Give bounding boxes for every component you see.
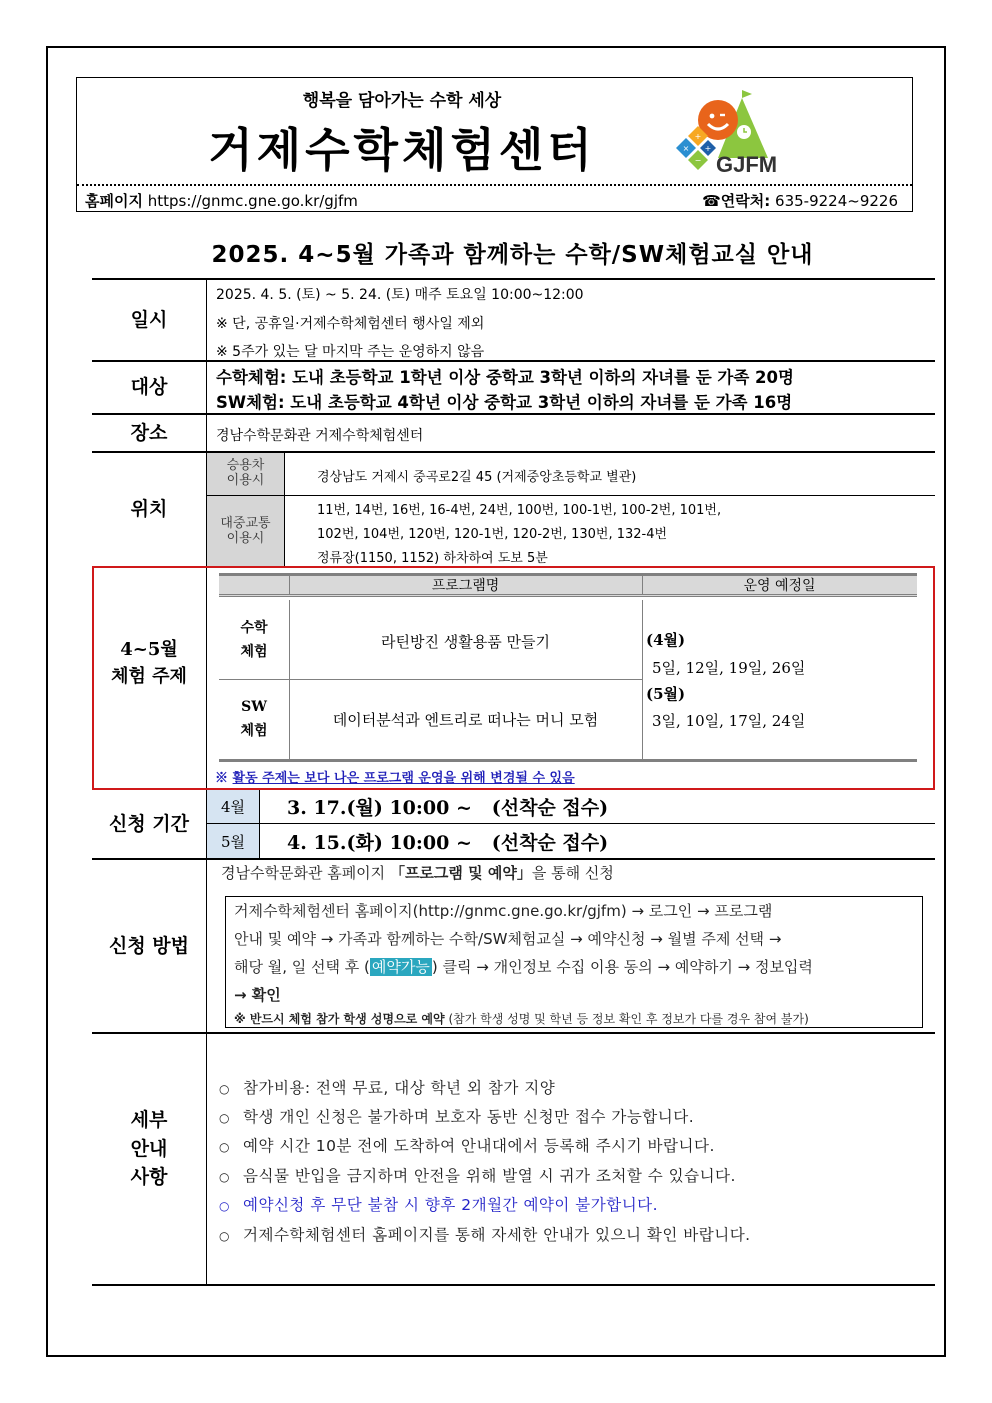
bullet-icon: ○ (219, 1082, 230, 1096)
schedule-line: ※ 5주가 있는 달 마지막 주는 운영하지 않음 (216, 344, 485, 360)
homepage-label: 홈페이지 (85, 192, 143, 210)
target-line-math: 수학체험: 도내 초등학교 1학년 이상 중학교 3학년 이하의 자녀를 둔 가족 20명 (216, 368, 794, 387)
schedule-label: 일시 (130, 308, 168, 331)
dates-days-apr: 5일, 12일, 19일, 26일 (652, 659, 806, 677)
row-schedule (92, 278, 935, 360)
detail-text: 거제수학체험센터 홈페이지를 통해 자세한 안내가 있으니 확인 바랍니다. (243, 1226, 751, 1244)
type-line: 수학 (240, 620, 268, 637)
intro-text: 경남수학문화관 홈페이지 (221, 864, 390, 882)
type-sw (219, 680, 289, 759)
bullet-icon: ○ (219, 1170, 230, 1184)
header-cell (219, 576, 289, 594)
method-note (234, 1009, 914, 1029)
divider (219, 759, 917, 762)
dates-month-apr: (4월) (646, 631, 686, 649)
target-content (206, 362, 935, 413)
row-themes (92, 566, 935, 790)
program-sw: 데이터분석과 엔트리로 떠나는 머니 모험 (332, 711, 599, 729)
car-address: 경상남도 거제시 중곡로2길 45 (거제중앙초등학교 별관) (317, 470, 637, 485)
period-value-apr: 3. 17.(월) 10:00 ~ (선착순 접수) (287, 797, 609, 819)
schedule-content (206, 280, 935, 360)
details-label-line: 안내 (130, 1137, 168, 1160)
detail-item-warning (219, 1193, 658, 1215)
dates-month-may: (5월) (646, 685, 686, 703)
period-month-apr: 4월 (221, 798, 246, 816)
contact-info (702, 190, 898, 211)
transit-line: 11번, 14번, 16번, 16-4번, 24번, 100번, 100-1번, 100-2번, 101번, (317, 503, 722, 518)
method-intro (221, 862, 614, 883)
divider (207, 823, 935, 824)
svg-text:+: + (694, 132, 702, 141)
note-text: 활동 주제는 보다 나은 프로그램 운영을 위해 변경될 수 있음 (232, 771, 575, 786)
transit-label-line: 대중교통 (220, 516, 271, 532)
location-label: 위치 (130, 498, 168, 521)
details-label-line: 사항 (130, 1166, 168, 1189)
period-value-may: 4. 15.(화) 10:00 ~ (선착순 접수) (287, 832, 609, 854)
row-application-period (92, 790, 935, 858)
themes-table-header (219, 573, 917, 597)
transit-label-line: 이용시 (226, 531, 265, 546)
contact-label: ☎연락처: (702, 192, 771, 210)
document-title: 2025. 4~5월 가족과 함께하는 수학/SW체험교실 안내 (211, 242, 814, 268)
method-content (206, 860, 935, 1032)
target-label: 대상 (130, 376, 168, 399)
type-line: 체험 (240, 722, 268, 739)
bullet-icon: ○ (219, 1199, 230, 1213)
detail-text: 예약 시간 10분 전에 도착하여 안내대에서 등록해 주시기 바랍니다. (243, 1137, 715, 1155)
header-cell-program: 프로그램명 (431, 578, 500, 594)
row-application-method (92, 858, 935, 1032)
period-month-may: 5월 (221, 833, 246, 851)
target-line-sw: SW체험: 도내 초등학교 4학년 이상 중학교 3학년 이하의 자녀를 둔 가족 16명 (216, 393, 793, 412)
note-rest: (참가 학생 성명 및 학년 등 정보 확인 후 정보가 다를 경우 참여 불가) (444, 1012, 809, 1026)
type-line: 체험 (240, 644, 268, 660)
schedule-line: 2025. 4. 5. (토) ~ 5. 24. (토) 매주 토요일 10:00~12:00 (216, 287, 584, 303)
intro-text: 을 통해 신청 (531, 864, 614, 882)
dates-days-may: 3일, 10일, 17일, 24일 (652, 712, 806, 730)
note-bold: ※ 반드시 체험 참가 학생 성명으로 예약 (234, 1012, 445, 1026)
bullet-icon: ○ (219, 1229, 230, 1243)
transit-line: 정류장(1150, 1152) 하차하여 도보 5분 (317, 551, 548, 566)
center-name: 거제수학체험센터 (208, 123, 596, 177)
detail-item (219, 1164, 736, 1186)
type-line: SW (241, 698, 267, 715)
detail-item (219, 1134, 715, 1156)
header-box (76, 77, 913, 212)
steps-line: 거제수학체험센터 홈페이지(http://gnmc.gne.go.kr/gjfm) → 로그인 → 프로그램 (234, 902, 773, 920)
detail-item (219, 1105, 694, 1127)
details-label (92, 1034, 206, 1284)
gjfm-logo (660, 86, 780, 181)
detail-item (219, 1223, 751, 1245)
transit-line: 102번, 104번, 120번, 120-1번, 120-2번, 130번, 132-4번 (317, 527, 668, 542)
reserve-available-button: 예약가능 (371, 958, 430, 976)
header-cell-dates: 운영 예정일 (743, 578, 816, 594)
steps-line: → 확인 (234, 986, 281, 1004)
detail-text: 학생 개인 신청은 불가하며 보호자 동반 신청만 접수 가능합니다. (243, 1108, 695, 1126)
slogan: 행복을 담아가는 수학 세상 (302, 91, 502, 111)
car-label (207, 453, 285, 495)
themes-note (215, 767, 575, 786)
row-venue (92, 413, 935, 451)
steps-line (234, 953, 914, 981)
period-label: 신청 기간 (108, 812, 190, 835)
row-target (92, 360, 935, 413)
period-content (206, 790, 935, 858)
dotted-divider (77, 184, 912, 186)
car-label-line: 승용차 (226, 458, 265, 474)
themes-label-line: 4~5월 (120, 638, 178, 660)
divider (642, 600, 643, 760)
svg-text:−: − (694, 156, 702, 165)
divider (207, 495, 935, 496)
venue-label: 장소 (130, 421, 168, 444)
detail-text: 참가비용: 전액 무료, 대상 학년 외 참가 지양 (243, 1079, 556, 1097)
intro-bold: 「프로그램 및 예약」 (389, 864, 532, 882)
location-content (206, 453, 935, 566)
themes-content (206, 567, 935, 790)
schedule-line: ※ 단, 공휴일·거제수학체험센터 행사일 제외 (216, 316, 485, 332)
svg-text:×: × (682, 144, 690, 153)
themes-label-line: 체험 주제 (111, 665, 187, 687)
steps-line: 안내 및 예약 → 가족과 함께하는 수학/SW체험교실 → 예약신청 → 월별 주제 선택 → (234, 930, 782, 948)
steps-text: ) 클릭 → 개인정보 수집 이용 동의 → 예약하기 → 정보입력 (431, 958, 813, 976)
themes-label (92, 567, 206, 790)
details-label-line: 세부 (130, 1109, 168, 1132)
method-label: 신청 방법 (108, 934, 190, 957)
bullet-icon: ○ (219, 1111, 230, 1125)
steps-text: 해당 월, 일 선택 후 ( (234, 958, 370, 976)
venue-value: 경남수학문화관 거제수학체험센터 (216, 428, 424, 444)
bullet-icon: ○ (219, 1140, 230, 1154)
detail-text: 음식물 반입을 금지하며 안전을 위해 발열 시 귀가 조처할 수 있습니다. (243, 1167, 736, 1185)
detail-text: 예약신청 후 무단 불참 시 향후 2개월간 예약이 불가합니다. (243, 1196, 659, 1214)
row-details (92, 1032, 935, 1286)
method-steps-box (225, 896, 923, 1028)
detail-item (219, 1076, 555, 1098)
program-math: 라틴방진 생활용품 만들기 (381, 632, 550, 651)
homepage-info (85, 190, 358, 211)
homepage-url[interactable]: https://gnmc.gne.go.kr/gjfm (147, 192, 358, 210)
logo-text: GJFM (716, 152, 778, 177)
transit-label (207, 496, 285, 568)
row-location (92, 451, 935, 566)
contact-value: 635-9224~9226 (775, 192, 898, 210)
type-math (219, 603, 289, 679)
svg-text:+: + (704, 144, 712, 153)
car-label-line: 이용시 (226, 473, 265, 488)
note-prefix: ※ (215, 771, 233, 786)
details-content (206, 1034, 935, 1284)
venue-content (206, 415, 935, 451)
